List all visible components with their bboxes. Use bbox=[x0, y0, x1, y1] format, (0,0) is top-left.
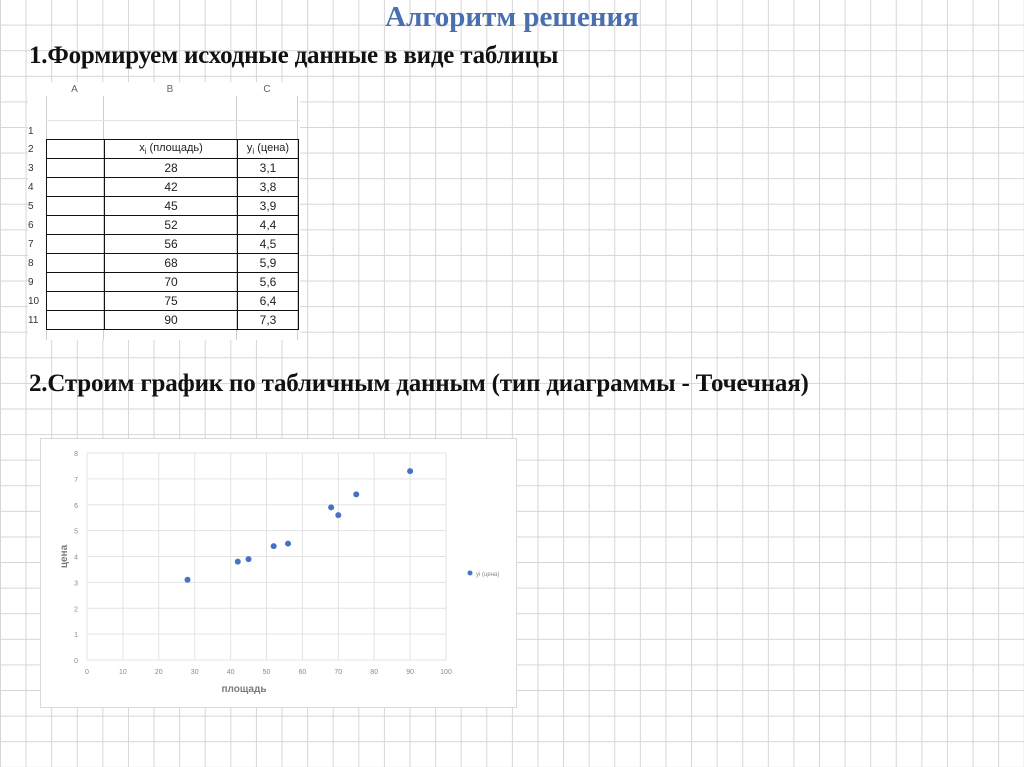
row-number: 9 bbox=[28, 277, 34, 288]
table-row bbox=[47, 159, 299, 178]
column-header-a: A bbox=[71, 84, 78, 95]
y-tick-label: 7 bbox=[74, 476, 78, 484]
row-number: 5 bbox=[28, 201, 34, 212]
y-value-cell: 3,8 bbox=[238, 178, 299, 197]
table-header-row bbox=[47, 140, 299, 159]
data-point bbox=[353, 491, 359, 497]
table-cell bbox=[47, 254, 105, 273]
x-tick-label: 100 bbox=[440, 669, 452, 676]
table-cell bbox=[47, 292, 105, 311]
step1-heading: 1.Формируем исходные данные в виде таблицы bbox=[29, 42, 559, 69]
row-number: 3 bbox=[28, 163, 34, 174]
table-row bbox=[47, 216, 299, 235]
table-cell bbox=[47, 178, 105, 197]
data-point bbox=[271, 543, 277, 549]
row-number: 10 bbox=[28, 296, 40, 307]
x-value-cell: 68 bbox=[105, 254, 238, 273]
y-value-cell: 3,1 bbox=[238, 159, 299, 178]
data-point bbox=[246, 556, 252, 562]
y-tick-label: 0 bbox=[74, 658, 78, 665]
spreadsheet bbox=[28, 82, 300, 340]
slide-title: Алгоритм решения bbox=[385, 1, 639, 33]
x-axis-label: площадь bbox=[221, 684, 267, 695]
x-tick-label: 30 bbox=[190, 669, 199, 676]
legend-label: yi (цена) bbox=[476, 572, 500, 578]
y-value-cell: 7,3 bbox=[238, 311, 299, 330]
x-value-cell: 42 bbox=[105, 178, 238, 197]
data-point bbox=[335, 512, 341, 518]
table-cell bbox=[47, 159, 105, 178]
x-tick-label: 60 bbox=[298, 669, 307, 676]
y-tick-label: 8 bbox=[74, 451, 78, 458]
x-tick-label: 40 bbox=[226, 669, 235, 676]
x-tick-label: 0 bbox=[85, 669, 89, 676]
table-row bbox=[47, 197, 299, 216]
table-row bbox=[47, 273, 299, 292]
data-table bbox=[46, 139, 299, 330]
x-value-cell: 28 bbox=[105, 159, 238, 178]
column-header-c: C bbox=[263, 84, 271, 95]
x-tick-label: 70 bbox=[334, 669, 343, 676]
y-tick-label: 6 bbox=[74, 502, 78, 510]
y-tick-label: 1 bbox=[74, 632, 78, 640]
x-tick-label: 20 bbox=[154, 669, 163, 676]
y-axis-label: цена bbox=[59, 544, 70, 569]
x-value-cell: 52 bbox=[105, 216, 238, 235]
column-header-b: B bbox=[166, 84, 174, 95]
y-tick-label: 5 bbox=[74, 528, 78, 536]
table-cell bbox=[47, 197, 105, 216]
x-column-header: $x_i$ (площадь) bbox=[105, 140, 238, 159]
y-column-header: $y_i$ (цена) bbox=[238, 140, 299, 159]
y-value-cell: 4,4 bbox=[238, 216, 299, 235]
x-value-cell: 90 bbox=[105, 311, 238, 330]
y-tick-label: 3 bbox=[74, 580, 78, 588]
table-row bbox=[47, 311, 299, 330]
x-value-cell: 56 bbox=[105, 235, 238, 254]
y-value-cell: 5,9 bbox=[238, 254, 299, 273]
y-value-cell: 4,5 bbox=[238, 235, 299, 254]
table-row bbox=[47, 178, 299, 197]
x-value-cell: 75 bbox=[105, 292, 238, 311]
table-row bbox=[47, 254, 299, 273]
row-number: 4 bbox=[28, 182, 34, 193]
row-number: 2 bbox=[28, 144, 34, 155]
row-number: 7 bbox=[28, 239, 34, 250]
data-point bbox=[407, 468, 413, 474]
step2-heading: 2.Строим график по табличным данным (тип диаграммы - Точечная) bbox=[29, 370, 809, 397]
data-point bbox=[328, 504, 334, 510]
row-number: 11 bbox=[28, 315, 39, 326]
data-point bbox=[235, 559, 241, 565]
table-cell bbox=[47, 235, 105, 254]
y-value-cell: 3,9 bbox=[238, 197, 299, 216]
table-row bbox=[47, 235, 299, 254]
data-point bbox=[185, 577, 191, 583]
data-point bbox=[285, 541, 291, 547]
x-value-cell: 45 bbox=[105, 197, 238, 216]
table-cell bbox=[47, 216, 105, 235]
x-tick-label: 50 bbox=[262, 669, 271, 676]
y-tick-label: 4 bbox=[74, 554, 78, 562]
x-tick-label: 90 bbox=[406, 669, 414, 676]
x-value-cell: 70 bbox=[105, 273, 238, 292]
scatter-chart bbox=[40, 438, 517, 708]
table-row bbox=[47, 292, 299, 311]
scatter-chart-svg bbox=[41, 439, 516, 707]
x-tick-label: 10 bbox=[119, 669, 127, 676]
row-number: 6 bbox=[28, 220, 34, 231]
legend-marker bbox=[468, 571, 473, 576]
table-cell bbox=[47, 311, 105, 330]
row-number: 1 bbox=[28, 126, 34, 137]
y-value-cell: 6,4 bbox=[238, 292, 299, 311]
sheet-gridline bbox=[46, 120, 300, 121]
x-tick-label: 80 bbox=[370, 669, 379, 676]
row-number: 8 bbox=[28, 258, 34, 269]
y-value-cell: 5,6 bbox=[238, 273, 299, 292]
y-tick-label: 2 bbox=[74, 606, 78, 614]
table-cell bbox=[47, 273, 105, 292]
